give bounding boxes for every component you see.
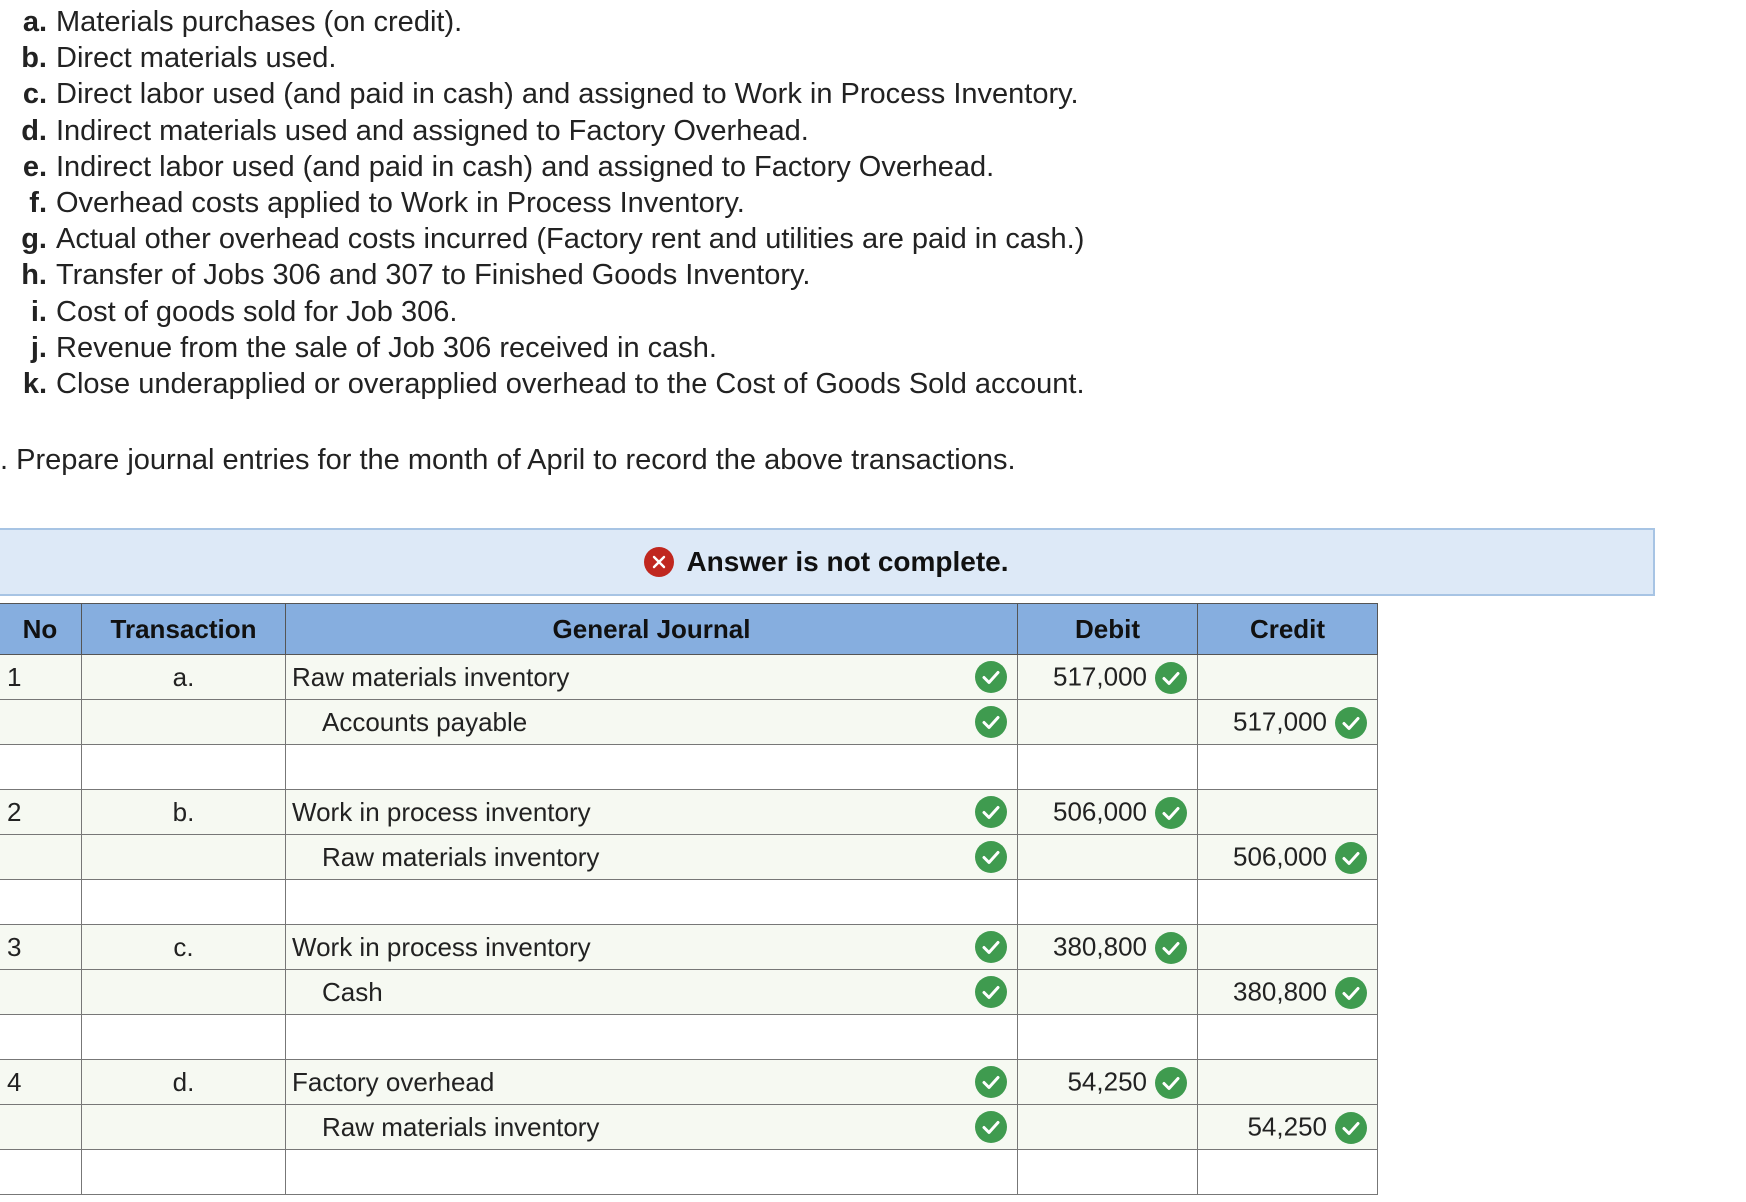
debit-amount-cell[interactable] xyxy=(1018,1015,1198,1060)
credit-account-name: Raw materials inventory xyxy=(322,1111,600,1142)
credit-amount: 54,250 xyxy=(1247,1112,1327,1143)
entry-no xyxy=(0,745,82,790)
journal-body xyxy=(0,655,1378,1195)
account-cell[interactable] xyxy=(286,835,1018,880)
debit-amount: 380,800 xyxy=(1053,932,1147,963)
instruction-text: . Prepare journal entries for the month of April to record the above transactions. xyxy=(0,444,1016,476)
debit-amount-cell[interactable] xyxy=(1018,970,1198,1015)
journal-blank-row xyxy=(0,1015,1378,1060)
debit-amount-cell[interactable] xyxy=(1018,700,1198,745)
credit-amount: 380,800 xyxy=(1233,977,1327,1008)
credit-amount: 517,000 xyxy=(1233,707,1327,738)
transaction-text: Materials purchases (on credit). xyxy=(56,6,463,38)
correct-check-icon xyxy=(1155,797,1187,829)
entry-no xyxy=(0,835,82,880)
transaction-text: Revenue from the sale of Job 306 received in cash. xyxy=(56,331,717,364)
transaction-text: Direct materials used. xyxy=(56,42,337,75)
general-journal-table xyxy=(0,603,1378,1195)
header-no: No xyxy=(0,604,82,655)
journal-blank-row xyxy=(0,1150,1378,1195)
debit-amount: 54,250 xyxy=(1067,1067,1147,1098)
table-header-row xyxy=(0,604,1378,655)
account-cell[interactable] xyxy=(286,1105,1018,1150)
entry-no xyxy=(0,1015,82,1060)
transaction-letter: e. xyxy=(22,150,47,183)
transaction-letter: b. xyxy=(21,42,47,75)
debit-amount-cell[interactable] xyxy=(1018,835,1198,880)
entry-transaction: a. xyxy=(82,655,286,700)
answer-status-banner xyxy=(0,528,1655,596)
debit-account-name: Raw materials inventory xyxy=(292,661,570,692)
debit-account-name: Work in process inventory xyxy=(292,931,591,962)
credit-amount-cell[interactable] xyxy=(1198,880,1378,925)
entry-transaction xyxy=(82,835,286,880)
header-credit: Credit xyxy=(1198,604,1378,655)
debit-amount: 517,000 xyxy=(1053,662,1147,693)
transaction-letter: d. xyxy=(21,114,47,147)
correct-check-icon xyxy=(975,1111,1007,1143)
entry-no xyxy=(0,700,82,745)
transaction-text: Transfer of Jobs 306 and 307 to Finished Goods Inventory. xyxy=(56,259,811,292)
journal-debit-row xyxy=(0,925,1378,970)
entry-transaction: c. xyxy=(82,925,286,970)
entry-transaction: b. xyxy=(82,790,286,835)
entry-no xyxy=(0,1150,82,1195)
transaction-text: Close underapplied or overapplied overhead to the Cost of Goods Sold account. xyxy=(56,367,1085,400)
debit-amount-cell[interactable] xyxy=(1018,745,1198,790)
account-cell[interactable] xyxy=(286,970,1018,1015)
entry-transaction xyxy=(82,1150,286,1195)
debit-amount-cell[interactable] xyxy=(1018,790,1198,835)
debit-amount: 506,000 xyxy=(1053,797,1147,828)
correct-check-icon xyxy=(975,661,1007,693)
correct-check-icon xyxy=(1335,977,1367,1009)
credit-amount-cell[interactable] xyxy=(1198,1150,1378,1195)
transaction-letter: k. xyxy=(22,367,47,400)
debit-account-name: Factory overhead xyxy=(292,1066,495,1097)
entry-no xyxy=(0,1105,82,1150)
debit-amount-cell[interactable] xyxy=(1018,925,1198,970)
journal-credit-row xyxy=(0,835,1378,880)
entry-transaction xyxy=(82,745,286,790)
correct-check-icon xyxy=(1335,707,1367,739)
journal-credit-row xyxy=(0,1105,1378,1150)
transaction-text: Actual other overhead costs incurred (Factory rent and utilities are paid in cash.) xyxy=(56,223,1085,256)
credit-amount-cell[interactable] xyxy=(1198,1105,1378,1150)
transaction-text: Indirect materials used and assigned to Factory Overhead. xyxy=(56,114,809,147)
account-cell[interactable] xyxy=(286,1060,1018,1105)
debit-amount-cell[interactable] xyxy=(1018,880,1198,925)
transaction-text: Direct labor used (and paid in cash) and assigned to Work in Process Inventory. xyxy=(56,78,1079,111)
error-x-icon xyxy=(644,547,674,577)
credit-amount-cell[interactable] xyxy=(1198,700,1378,745)
transaction-letter: h. xyxy=(21,259,47,292)
credit-amount-cell[interactable] xyxy=(1198,1015,1378,1060)
correct-check-icon xyxy=(1155,932,1187,964)
entry-no: 3 xyxy=(0,925,82,970)
credit-amount-cell[interactable] xyxy=(1198,1060,1378,1105)
credit-amount-cell[interactable] xyxy=(1198,970,1378,1015)
entry-transaction xyxy=(82,700,286,745)
entry-no: 1 xyxy=(0,655,82,700)
entry-transaction xyxy=(82,970,286,1015)
correct-check-icon xyxy=(1155,662,1187,694)
entry-no xyxy=(0,880,82,925)
entry-no xyxy=(0,970,82,1015)
account-cell[interactable] xyxy=(286,745,1018,790)
transaction-text: Overhead costs applied to Work in Process Inventory. xyxy=(56,186,745,219)
credit-amount-cell[interactable] xyxy=(1198,745,1378,790)
entry-transaction: d. xyxy=(82,1060,286,1105)
header-general-journal: General Journal xyxy=(286,604,1018,655)
credit-amount-cell[interactable] xyxy=(1198,790,1378,835)
correct-check-icon xyxy=(975,976,1007,1008)
account-cell[interactable] xyxy=(286,1150,1018,1195)
entry-transaction xyxy=(82,1015,286,1060)
account-cell[interactable] xyxy=(286,925,1018,970)
transaction-text: Indirect labor used (and paid in cash) and assigned to Factory Overhead. xyxy=(56,150,995,183)
header-debit: Debit xyxy=(1018,604,1198,655)
entry-transaction xyxy=(82,1105,286,1150)
credit-account-name: Raw materials inventory xyxy=(322,841,600,872)
correct-check-icon xyxy=(975,1066,1007,1098)
transaction-letter: g. xyxy=(21,223,47,256)
correct-check-icon xyxy=(1335,1112,1367,1144)
journal-debit-row xyxy=(0,655,1378,700)
transaction-letter: i. xyxy=(30,295,47,328)
debit-amount-cell[interactable] xyxy=(1018,1105,1198,1150)
journal-debit-row xyxy=(0,1060,1378,1105)
account-cell[interactable] xyxy=(286,880,1018,925)
correct-check-icon xyxy=(975,796,1007,828)
credit-account-name: Accounts payable xyxy=(322,706,528,737)
correct-check-icon xyxy=(1335,842,1367,874)
correct-check-icon xyxy=(975,931,1007,963)
entry-no: 2 xyxy=(0,790,82,835)
account-cell[interactable] xyxy=(286,700,1018,745)
entry-transaction xyxy=(82,880,286,925)
journal-blank-row xyxy=(0,880,1378,925)
correct-check-icon xyxy=(975,706,1007,738)
journal-debit-row xyxy=(0,790,1378,835)
header-transaction: Transaction xyxy=(82,604,286,655)
credit-amount-cell[interactable] xyxy=(1198,655,1378,700)
correct-check-icon xyxy=(975,841,1007,873)
credit-amount: 506,000 xyxy=(1233,842,1327,873)
credit-amount-cell[interactable] xyxy=(1198,835,1378,880)
transaction-letter: a. xyxy=(22,6,47,38)
answer-status-message: Answer is not complete. xyxy=(686,546,1009,577)
credit-account-name: Cash xyxy=(322,976,383,1007)
journal-blank-row xyxy=(0,745,1378,790)
account-cell[interactable] xyxy=(286,655,1018,700)
entry-no: 4 xyxy=(0,1060,82,1105)
debit-amount-cell[interactable] xyxy=(1018,1060,1198,1105)
transaction-letter: f. xyxy=(29,186,47,219)
debit-amount-cell[interactable] xyxy=(1018,655,1198,700)
account-cell[interactable] xyxy=(286,1015,1018,1060)
correct-check-icon xyxy=(1155,1067,1187,1099)
journal-credit-row xyxy=(0,970,1378,1015)
transaction-letter: c. xyxy=(22,78,47,111)
transaction-text: Cost of goods sold for Job 306. xyxy=(56,295,458,328)
debit-amount-cell[interactable] xyxy=(1018,1150,1198,1195)
account-cell[interactable] xyxy=(286,790,1018,835)
debit-account-name: Work in process inventory xyxy=(292,796,591,827)
transaction-letter: j. xyxy=(30,331,47,364)
credit-amount-cell[interactable] xyxy=(1198,925,1378,970)
journal-credit-row xyxy=(0,700,1378,745)
